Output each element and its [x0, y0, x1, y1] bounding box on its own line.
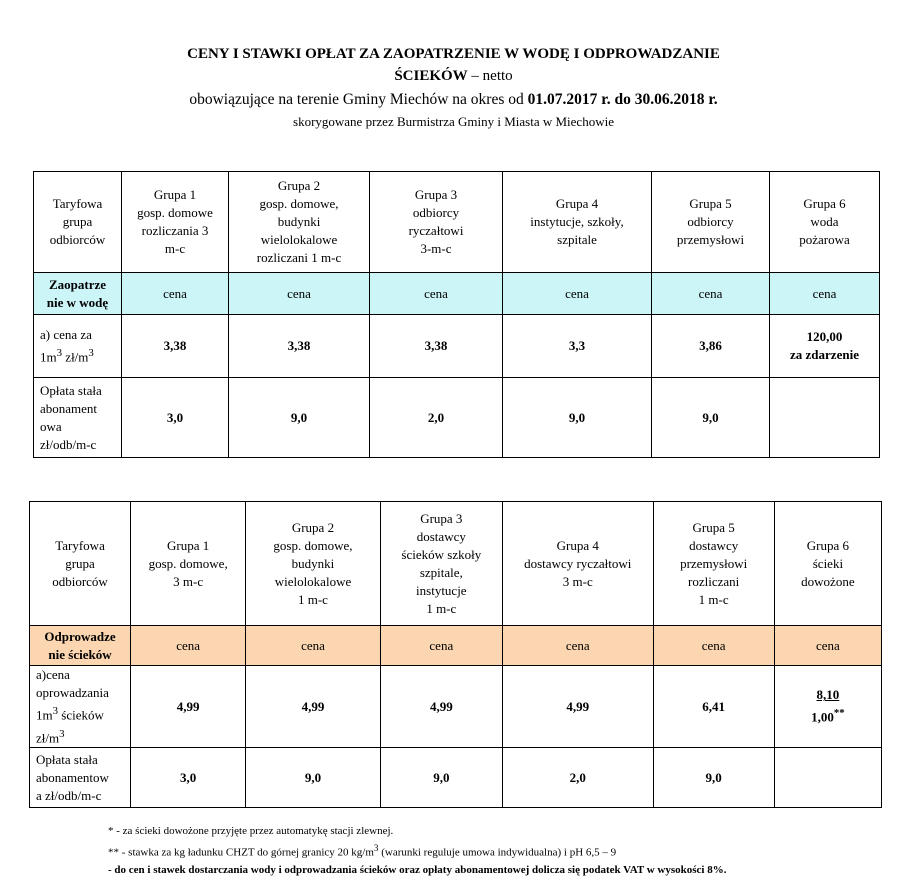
sewage-group-6-header: Grupa 6 ścieki dowożone: [774, 502, 881, 626]
price-label: cena: [774, 626, 881, 666]
sewage-price-g1: 4,99: [131, 666, 246, 748]
sewage-group-5-header: Grupa 5 dostawcy przemysłowi rozliczani 1 m-c: [653, 502, 774, 626]
water-group-3-header: Grupa 3 odbiorcy ryczałtowi 3-m-c: [370, 172, 503, 273]
water-fee-row: [34, 378, 880, 458]
sewage-fee-g4: 2,0: [502, 748, 653, 808]
sewage-price-g4: 4,99: [502, 666, 653, 748]
title-sciekow: ŚCIEKÓW: [394, 68, 468, 84]
price-label: cena: [131, 626, 246, 666]
sewage-price-g3: 4,99: [380, 666, 502, 748]
footnote-1: * - za ścieki dowożone przyjęte przez automatykę stacji zlewnej.: [108, 825, 394, 837]
water-price-g1: 3,38: [122, 315, 229, 378]
sewage-section-row: [30, 626, 882, 666]
tariff-group-header: Taryfowa grupa odbiorców: [34, 172, 122, 273]
water-fee-row-label: Opłata stała abonament owa zł/odb/m-c: [34, 378, 122, 458]
price-label: cena: [653, 626, 774, 666]
water-price-g4: 3,3: [503, 315, 652, 378]
date-to: 30.06.2018 r.: [634, 91, 718, 108]
validity-prefix: obowiązujące na terenie Gminy Miechów na okres od: [189, 91, 528, 108]
sewage-fee-g5: 9,0: [653, 748, 774, 808]
footnotes: [108, 823, 726, 879]
sewage-fee-g1: 3,0: [131, 748, 246, 808]
water-fee-g4: 9,0: [503, 378, 652, 458]
price-delivered-sewage: 8,10: [816, 687, 840, 703]
sewage-price-g6: 8,10 1,00**: [774, 666, 881, 748]
sewage-group-2-header: Grupa 2 gosp. domowe, budynki wielolokalowe 1 m-c: [246, 502, 380, 626]
water-price-g2: 3,38: [229, 315, 370, 378]
price-label: cena: [122, 273, 229, 315]
water-group-4-header: Grupa 4 instytucje, szkoły, szpitale: [503, 172, 652, 273]
water-fee-g2: 9,0: [229, 378, 370, 458]
sewage-discharge-label: Odprowadze nie ścieków: [30, 626, 131, 666]
footnote-2: ** - stawka za kg ładunku CHZT do górnej granicy 20 $kg/m^3$ (warunki reguluje umowa indywidualna) i pH 6,5 – 9: [108, 843, 617, 859]
water-price-row-label: a) cena za $1m^3$ $zł/m^3$: [34, 315, 122, 378]
price-label: cena: [770, 273, 880, 315]
water-fee-g5: 9,0: [652, 378, 770, 458]
validity-period: [0, 91, 907, 109]
sewage-fee-row-label: Opłata stała abonamentow a zł/odb/m-c: [30, 748, 131, 808]
price-chzt: 1,00: [811, 709, 834, 725]
water-fee-g1: 3,0: [122, 378, 229, 458]
water-fee-g6: [770, 378, 880, 458]
sewage-group-4-header: Grupa 4 dostawcy ryczałtowi 3 m-c: [502, 502, 653, 626]
price-label: cena: [370, 273, 503, 315]
tariff-group-header: Taryfowa grupa odbiorców: [30, 502, 131, 626]
price-label: cena: [502, 626, 653, 666]
footnote-vat: - do cen i stawek dostarczania wody i odprowadzania ścieków oraz opłaty abonamentowej dolicza się podatek VAT w wysokości 8%.: [108, 863, 727, 876]
sewage-header-row: [30, 502, 882, 626]
water-price-row: [34, 315, 880, 378]
sewage-table: [29, 501, 882, 808]
water-price-g5: 3,86: [652, 315, 770, 378]
validity-mid: do: [610, 91, 635, 108]
date-from: 01.07.2017 r.: [527, 91, 611, 108]
price-label: cena: [246, 626, 380, 666]
water-group-6-header: Grupa 6 woda pożarowa: [770, 172, 880, 273]
water-group-5-header: Grupa 5 odbiorcy przemysłowi: [652, 172, 770, 273]
price-label: cena: [652, 273, 770, 315]
price-label: cena: [380, 626, 502, 666]
sewage-fee-g2: 9,0: [246, 748, 380, 808]
document-title-line-2: [0, 68, 907, 85]
water-price-g3: 3,38: [370, 315, 503, 378]
price-label: cena: [503, 273, 652, 315]
document-title-line-1: CENY I STAWKI OPŁAT ZA ZAOPATRZENIE W WODĘ I ODPROWADZANIE: [187, 46, 720, 62]
sewage-price-row: [30, 666, 882, 748]
water-group-2-header: Grupa 2 gosp. domowe, budynki wielolokalowe rozliczani 1 m-c: [229, 172, 370, 273]
water-group-1-header: Grupa 1 gosp. domowe rozliczania 3 m-c: [122, 172, 229, 273]
sewage-group-3-header: Grupa 3 dostawcy ścieków szkoły szpitale, instytucje 1 m-c: [380, 502, 502, 626]
sewage-price-row-label: a)cena oprowadzania $1m^3$ ścieków $zł/m^3$: [30, 666, 131, 748]
sewage-price-g5: 6,41: [653, 666, 774, 748]
water-fee-g3: 2,0: [370, 378, 503, 458]
water-section-row: [34, 273, 880, 315]
water-supply-table: [33, 171, 880, 458]
sewage-fee-row: [30, 748, 882, 808]
sewage-group-1-header: Grupa 1 gosp. domowe, 3 m-c: [131, 502, 246, 626]
sewage-fee-g6: [774, 748, 881, 808]
sewage-fee-g3: 9,0: [380, 748, 502, 808]
water-header-row: [34, 172, 880, 273]
title-netto: – netto: [467, 68, 513, 84]
price-label: cena: [229, 273, 370, 315]
water-supply-label: Zaopatrze nie w wodę: [34, 273, 122, 315]
sewage-price-g2: 4,99: [246, 666, 380, 748]
corrected-by-note: skorygowane przez Burmistrza Gminy i Miasta w Miechowie: [293, 114, 614, 129]
water-price-g6: 120,00 za zdarzenie: [770, 315, 880, 378]
